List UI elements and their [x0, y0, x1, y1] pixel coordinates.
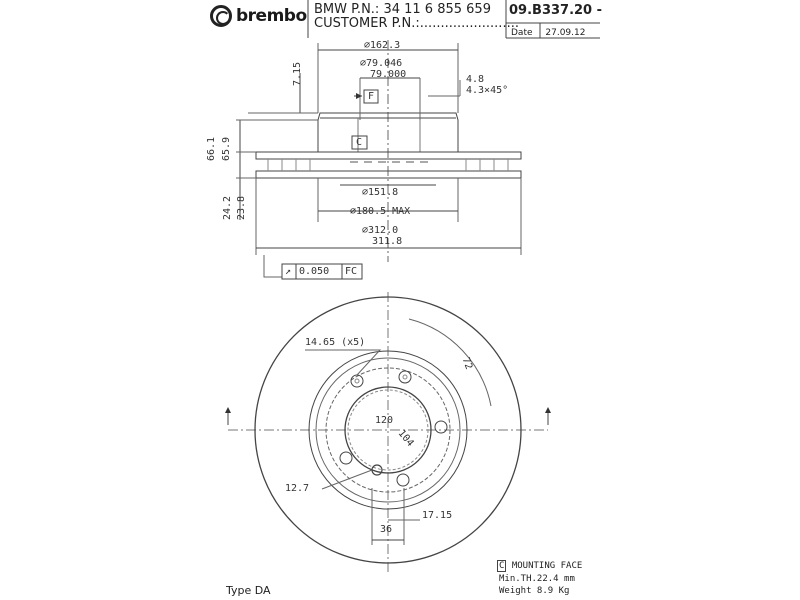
dim-locating-hole: 12.7 [285, 483, 310, 494]
bolt-hole [399, 371, 411, 383]
dim-inner-band-diameter: ⌀151.8 [362, 187, 399, 198]
oem-label: BMW P.N.: [314, 2, 380, 17]
dim-thickness-max: 24.2 [222, 195, 233, 220]
dim-rotor-diameter-max: ⌀312.0 [362, 225, 399, 236]
dim-thickness-min: 23.8 [236, 195, 247, 220]
bolt-hole [340, 452, 352, 464]
runout-value: 0.050 [299, 266, 330, 277]
dim-center-bore-min: 79.000 [370, 69, 407, 80]
dim-chamfer-width: 4.8 [466, 74, 485, 85]
legend-mounting-face [497, 561, 582, 572]
datum-c-label: C [356, 137, 363, 148]
date-label: Date [511, 28, 533, 38]
dim-pcd-120: 120 [375, 415, 394, 426]
oem-number: 34 11 6 855 659 [383, 2, 491, 17]
customer-dots: ........................ [419, 16, 519, 31]
bolt-hole [397, 474, 409, 486]
part-number: 09.B337.20 [509, 3, 593, 18]
brand-name: brembo [236, 6, 307, 26]
dim-17-15: 17.15 [422, 510, 453, 521]
dim-rotor-diameter-min: 311.8 [372, 236, 403, 247]
dim-hat-offset: 7.15 [292, 61, 303, 86]
dim-hat-height-min: 65.9 [221, 136, 232, 161]
runout-symbol-icon: ↗ [285, 266, 292, 277]
datum-f-label: F [368, 91, 375, 102]
dim-hat-height-max: 66.1 [206, 136, 217, 161]
dim-center-bore-max: ⌀79.046 [360, 58, 403, 69]
legend-weight: Weight 8.9 Kg [499, 586, 570, 596]
type-label: Type DA [226, 584, 271, 597]
dim-hat-max-diameter: ⌀180.5 MAX [350, 206, 411, 217]
runout-datums: FC [345, 266, 358, 277]
part-suffix: - [596, 3, 603, 18]
mounting-key: C [499, 561, 505, 571]
legend-min-thickness: Min.TH.22.4 mm [499, 574, 575, 584]
dim-angle-72: 72 [459, 356, 475, 372]
dim-pcd-104: 104 [395, 428, 416, 449]
dim-chamfer-angle: 4.3×45° [466, 85, 509, 96]
dim-bolt-holes: 14.65 (x5) [305, 337, 366, 348]
customer-label: CUSTOMER P.N.: [314, 16, 420, 31]
date-value: 27.09.12 [545, 28, 586, 38]
dim-outer-hat-diameter: ⌀162.3 [364, 40, 401, 51]
loc-hole-leader [322, 470, 372, 489]
dim-36: 36 [380, 524, 393, 535]
mounting-label: MOUNTING FACE [511, 561, 583, 571]
runout-leader [264, 255, 282, 277]
bolt-hole [435, 421, 447, 433]
